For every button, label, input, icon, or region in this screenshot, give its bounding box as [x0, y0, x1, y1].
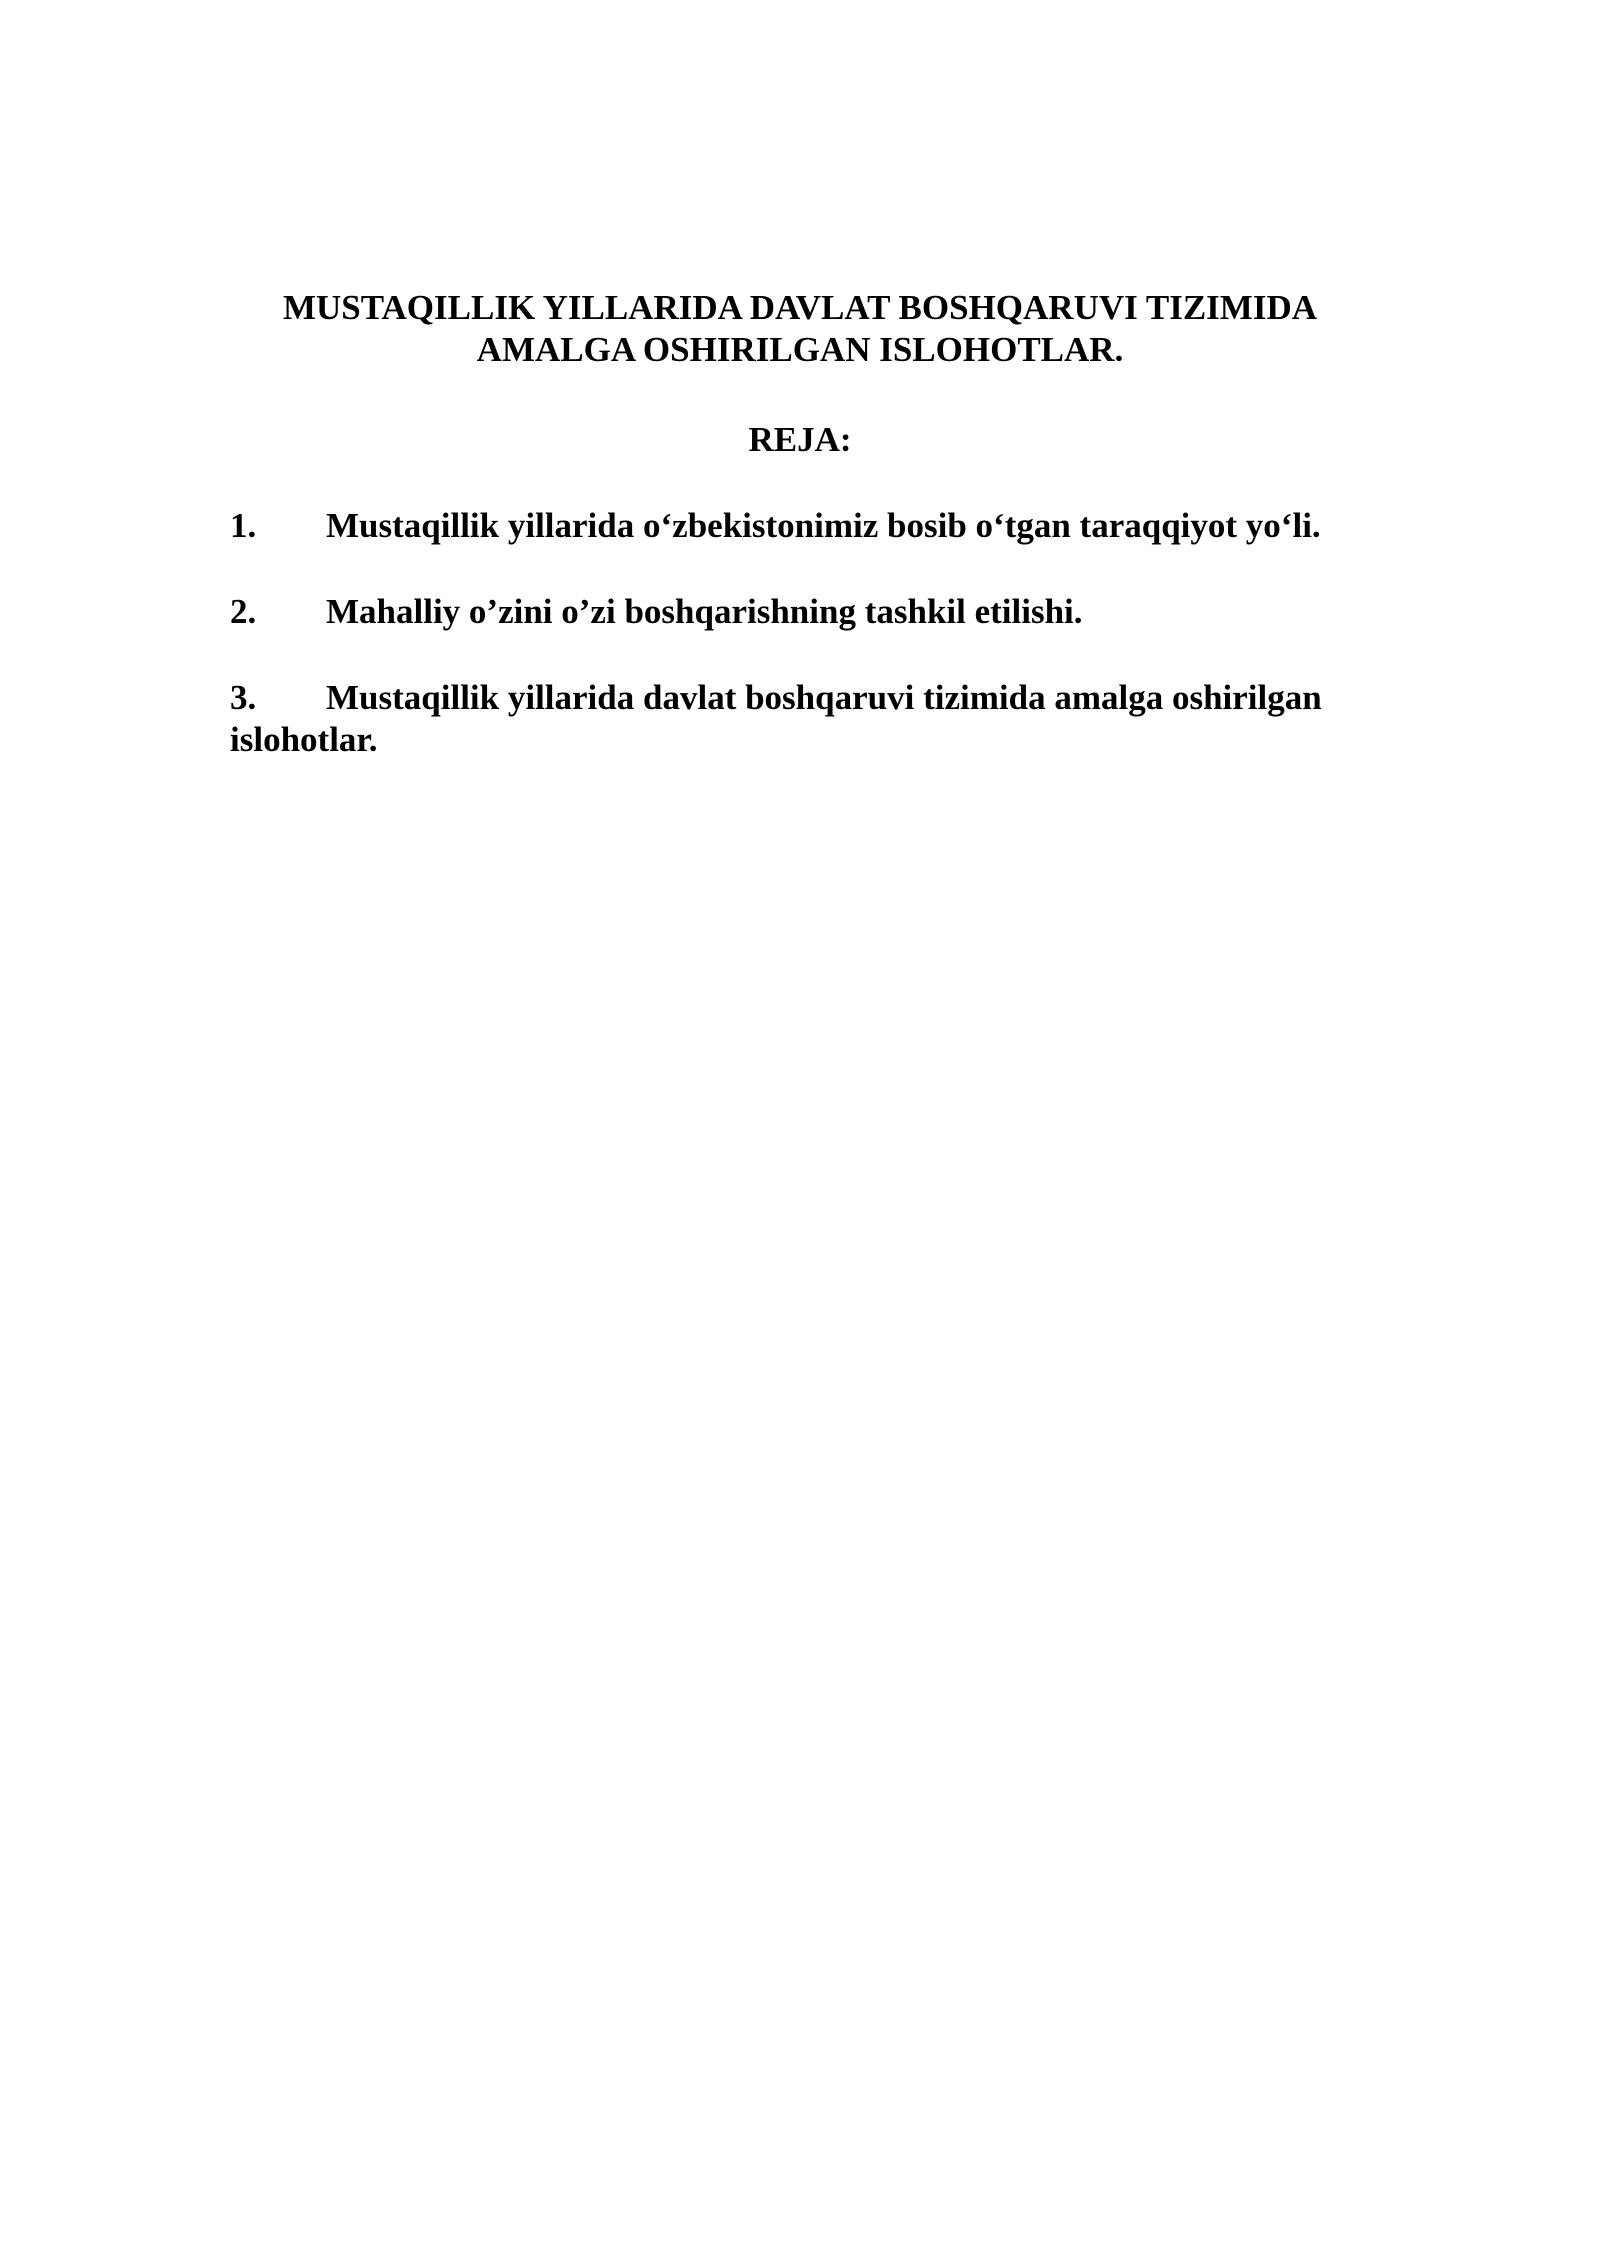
- plan-item-number: 3.: [230, 678, 257, 717]
- plan-item-number: 2.: [230, 592, 257, 631]
- plan-item-1: [230, 505, 1405, 547]
- plan-item-text: Mahalliy o’zini o’zi boshqarishning tashkil etilishi.: [326, 592, 1083, 631]
- plan-item-2: [230, 591, 1405, 633]
- plan-item-text: Mustaqillik yillarida o‘zbekistonimiz bosib o‘tgan taraqqiyot yo‘li.: [326, 506, 1321, 545]
- plan-item-number: 1.: [230, 506, 257, 545]
- title-line-2: AMALGA OSHIRILGAN ISLOHOTLAR.: [476, 330, 1124, 369]
- title-line-1: MUSTAQILLIK YILLARIDA DAVLAT BOSHQARUVI TIZIMIDA: [282, 288, 1318, 327]
- document-title: [170, 287, 1430, 371]
- plan-heading: REJA:: [748, 420, 852, 459]
- plan-item-3: [230, 677, 1405, 761]
- plan-item-text: Mustaqillik yillarida davlat boshqaruvi tizimida amalga oshirilgan islohotlar.: [230, 678, 1322, 759]
- plan-list: [230, 505, 1405, 805]
